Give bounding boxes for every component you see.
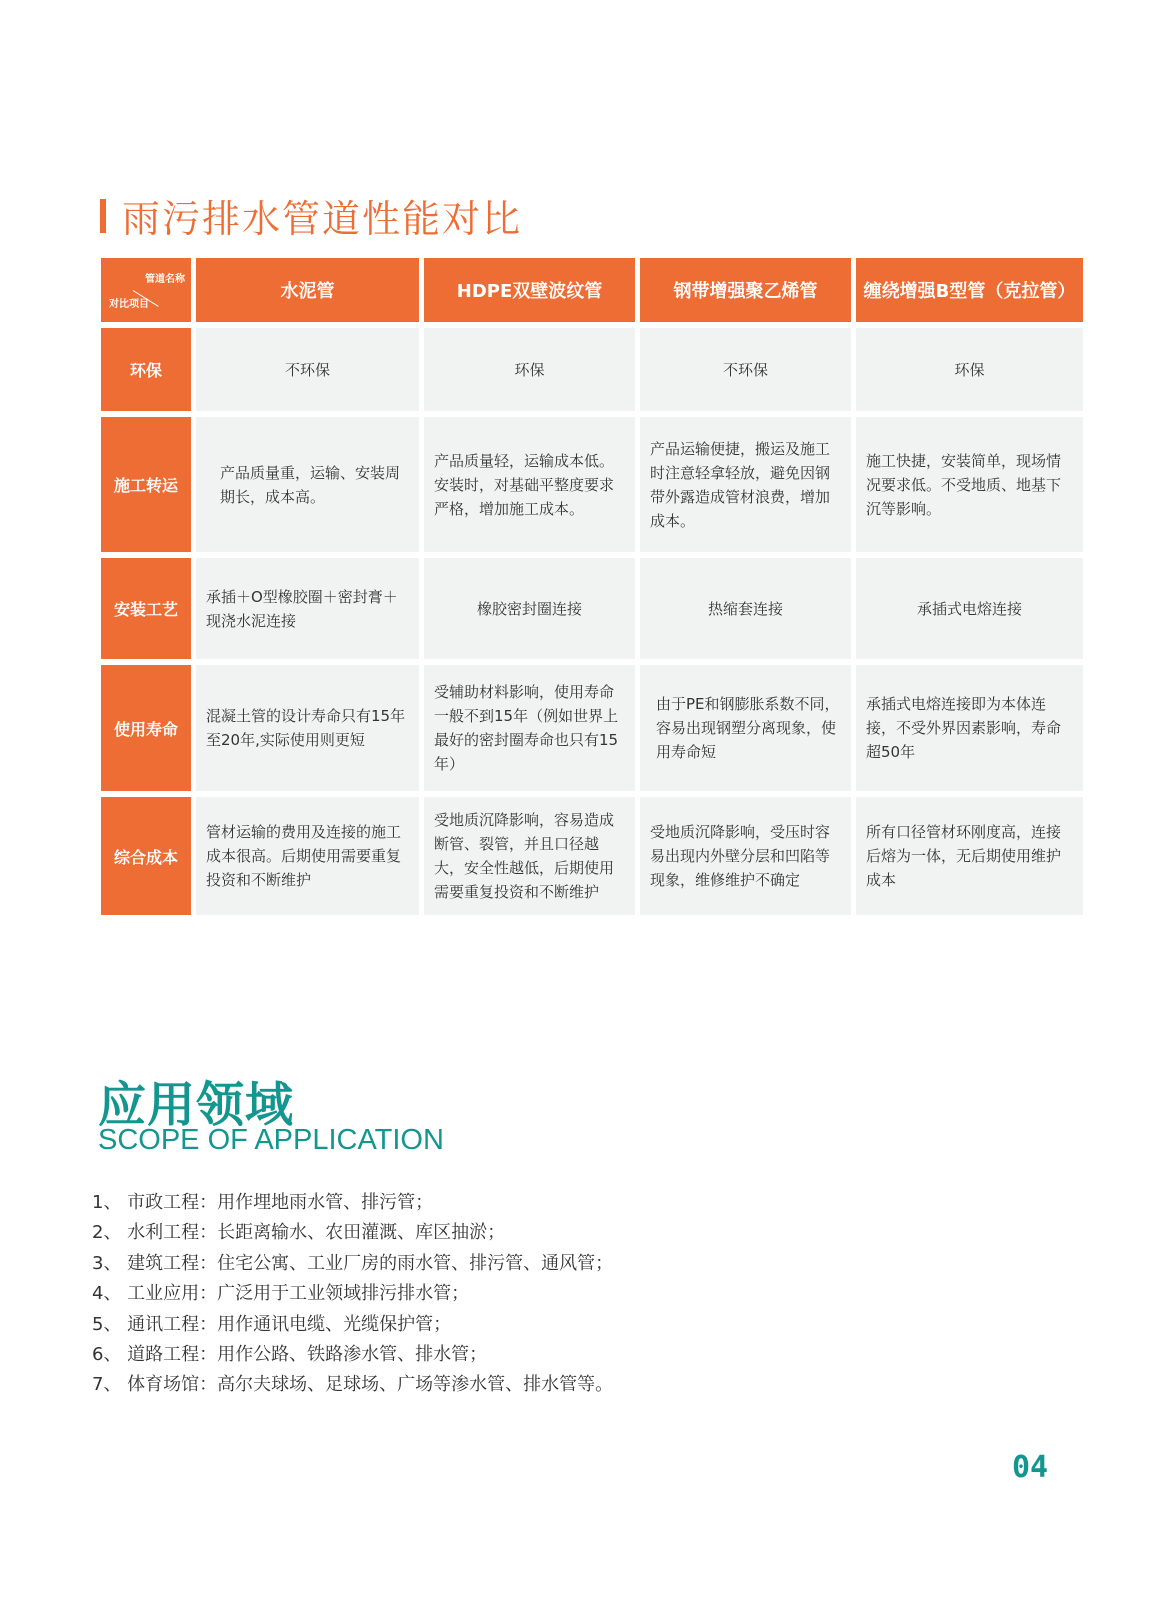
list-item: 1、 市政工程：用作埋地雨水管、排污管； — [92, 1192, 434, 1213]
table-corner-cell — [101, 258, 191, 322]
table-cell: 受地质沉降影响，容易造成断管、裂管，并且口径越大，安全性越低，后期使用需要重复投资和不断维护 — [424, 797, 635, 915]
table-cell: 由于PE和钢膨胀系数不同，容易出现钢塑分离现象，使用寿命短 — [640, 665, 851, 791]
table-row — [101, 558, 1083, 659]
row-header: 安装工艺 — [101, 558, 191, 659]
comparison-title: 雨污排水管道性能对比 — [122, 197, 523, 241]
table-row — [101, 665, 1083, 791]
table-cell: 热缩套连接 — [640, 558, 851, 659]
table-cell: 受辅助材料影响，使用寿命一般不到15年（例如世界上最好的密封圈寿命也只有15年） — [424, 665, 635, 791]
table-header-row — [101, 258, 1083, 322]
title-accent-bar — [100, 199, 106, 233]
column-header: 水泥管 — [196, 258, 419, 322]
table-cell: 承插式电熔连接即为本体连接，不受外界因素影响，寿命超50年 — [856, 665, 1083, 791]
application-list — [92, 1188, 613, 1401]
list-item: 4、 工业应用：广泛用于工业领域排污排水管； — [92, 1283, 470, 1305]
application-subtitle: SCOPE OF APPLICATION — [98, 1124, 444, 1156]
corner-bottom-label: 对比项目 — [109, 299, 149, 310]
row-header: 综合成本 — [101, 797, 191, 915]
table-cell: 受地质沉降影响，受压时容易出现内外壁分层和凹陷等现象，维修维护不确定 — [640, 797, 851, 915]
row-header: 环保 — [101, 328, 191, 411]
table-cell: 产品质量轻，运输成本低。安装时，对基础平整度要求严格，增加施工成本。 — [424, 417, 635, 552]
table-cell: 产品运输便捷，搬运及施工时注意轻拿轻放，避免因钢带外露造成管材浪费，增加成本。 — [640, 417, 851, 552]
list-item: 5、 通讯工程：用作通讯电缆、光缆保护管； — [92, 1313, 452, 1335]
row-header: 使用寿命 — [101, 665, 191, 791]
page-number: 04 — [1012, 1450, 1049, 1485]
column-header: HDPE双壁波纹管 — [424, 258, 635, 322]
table-cell: 不环保 — [196, 328, 419, 411]
list-item: 3、 建筑工程：住宅公寓、工业厂房的雨水管、排污管、通风管； — [92, 1252, 614, 1274]
table-cell: 橡胶密封圈连接 — [424, 558, 635, 659]
list-item: 2、 水利工程：长距离输水、农田灌溉、库区抽淤； — [92, 1222, 506, 1244]
comparison-table — [96, 252, 1088, 921]
table-row — [101, 797, 1083, 915]
list-item: 7、 体育场馆：高尔夫球场、足球场、广场等渗水管、排水管等。 — [92, 1374, 614, 1396]
column-header: 钢带增强聚乙烯管 — [640, 258, 851, 322]
table-cell: 施工快捷，安装简单，现场情况要求低。不受地质、地基下沉等影响。 — [856, 417, 1083, 552]
table-cell: 产品质量重，运输、安装周期长，成本高。 — [196, 417, 419, 552]
table-cell: 管材运输的费用及连接的施工成本很高。后期使用需要重复投资和不断维护 — [196, 797, 419, 915]
row-header: 施工转运 — [101, 417, 191, 552]
list-item: 6、 道路工程：用作公路、铁路渗水管、排水管； — [92, 1344, 488, 1366]
table-cell: 承插＋O型橡胶圈＋密封膏＋现浇水泥连接 — [196, 558, 419, 659]
column-header: 缠绕增强B型管（克拉管） — [856, 258, 1083, 322]
table-cell: 所有口径管材环刚度高，连接后熔为一体，无后期使用维护成本 — [856, 797, 1083, 915]
table-cell: 承插式电熔连接 — [856, 558, 1083, 659]
table-cell: 混凝土管的设计寿命只有15年至20年,实际使用则更短 — [196, 665, 419, 791]
table-row — [101, 328, 1083, 411]
table-cell: 环保 — [856, 328, 1083, 411]
corner-top-label: 管道名称 — [145, 274, 185, 285]
comparison-section-title — [100, 188, 522, 243]
application-title: 应用领域 — [98, 1077, 295, 1133]
table-cell: 不环保 — [640, 328, 851, 411]
table-row — [101, 417, 1083, 552]
table-cell: 环保 — [424, 328, 635, 411]
